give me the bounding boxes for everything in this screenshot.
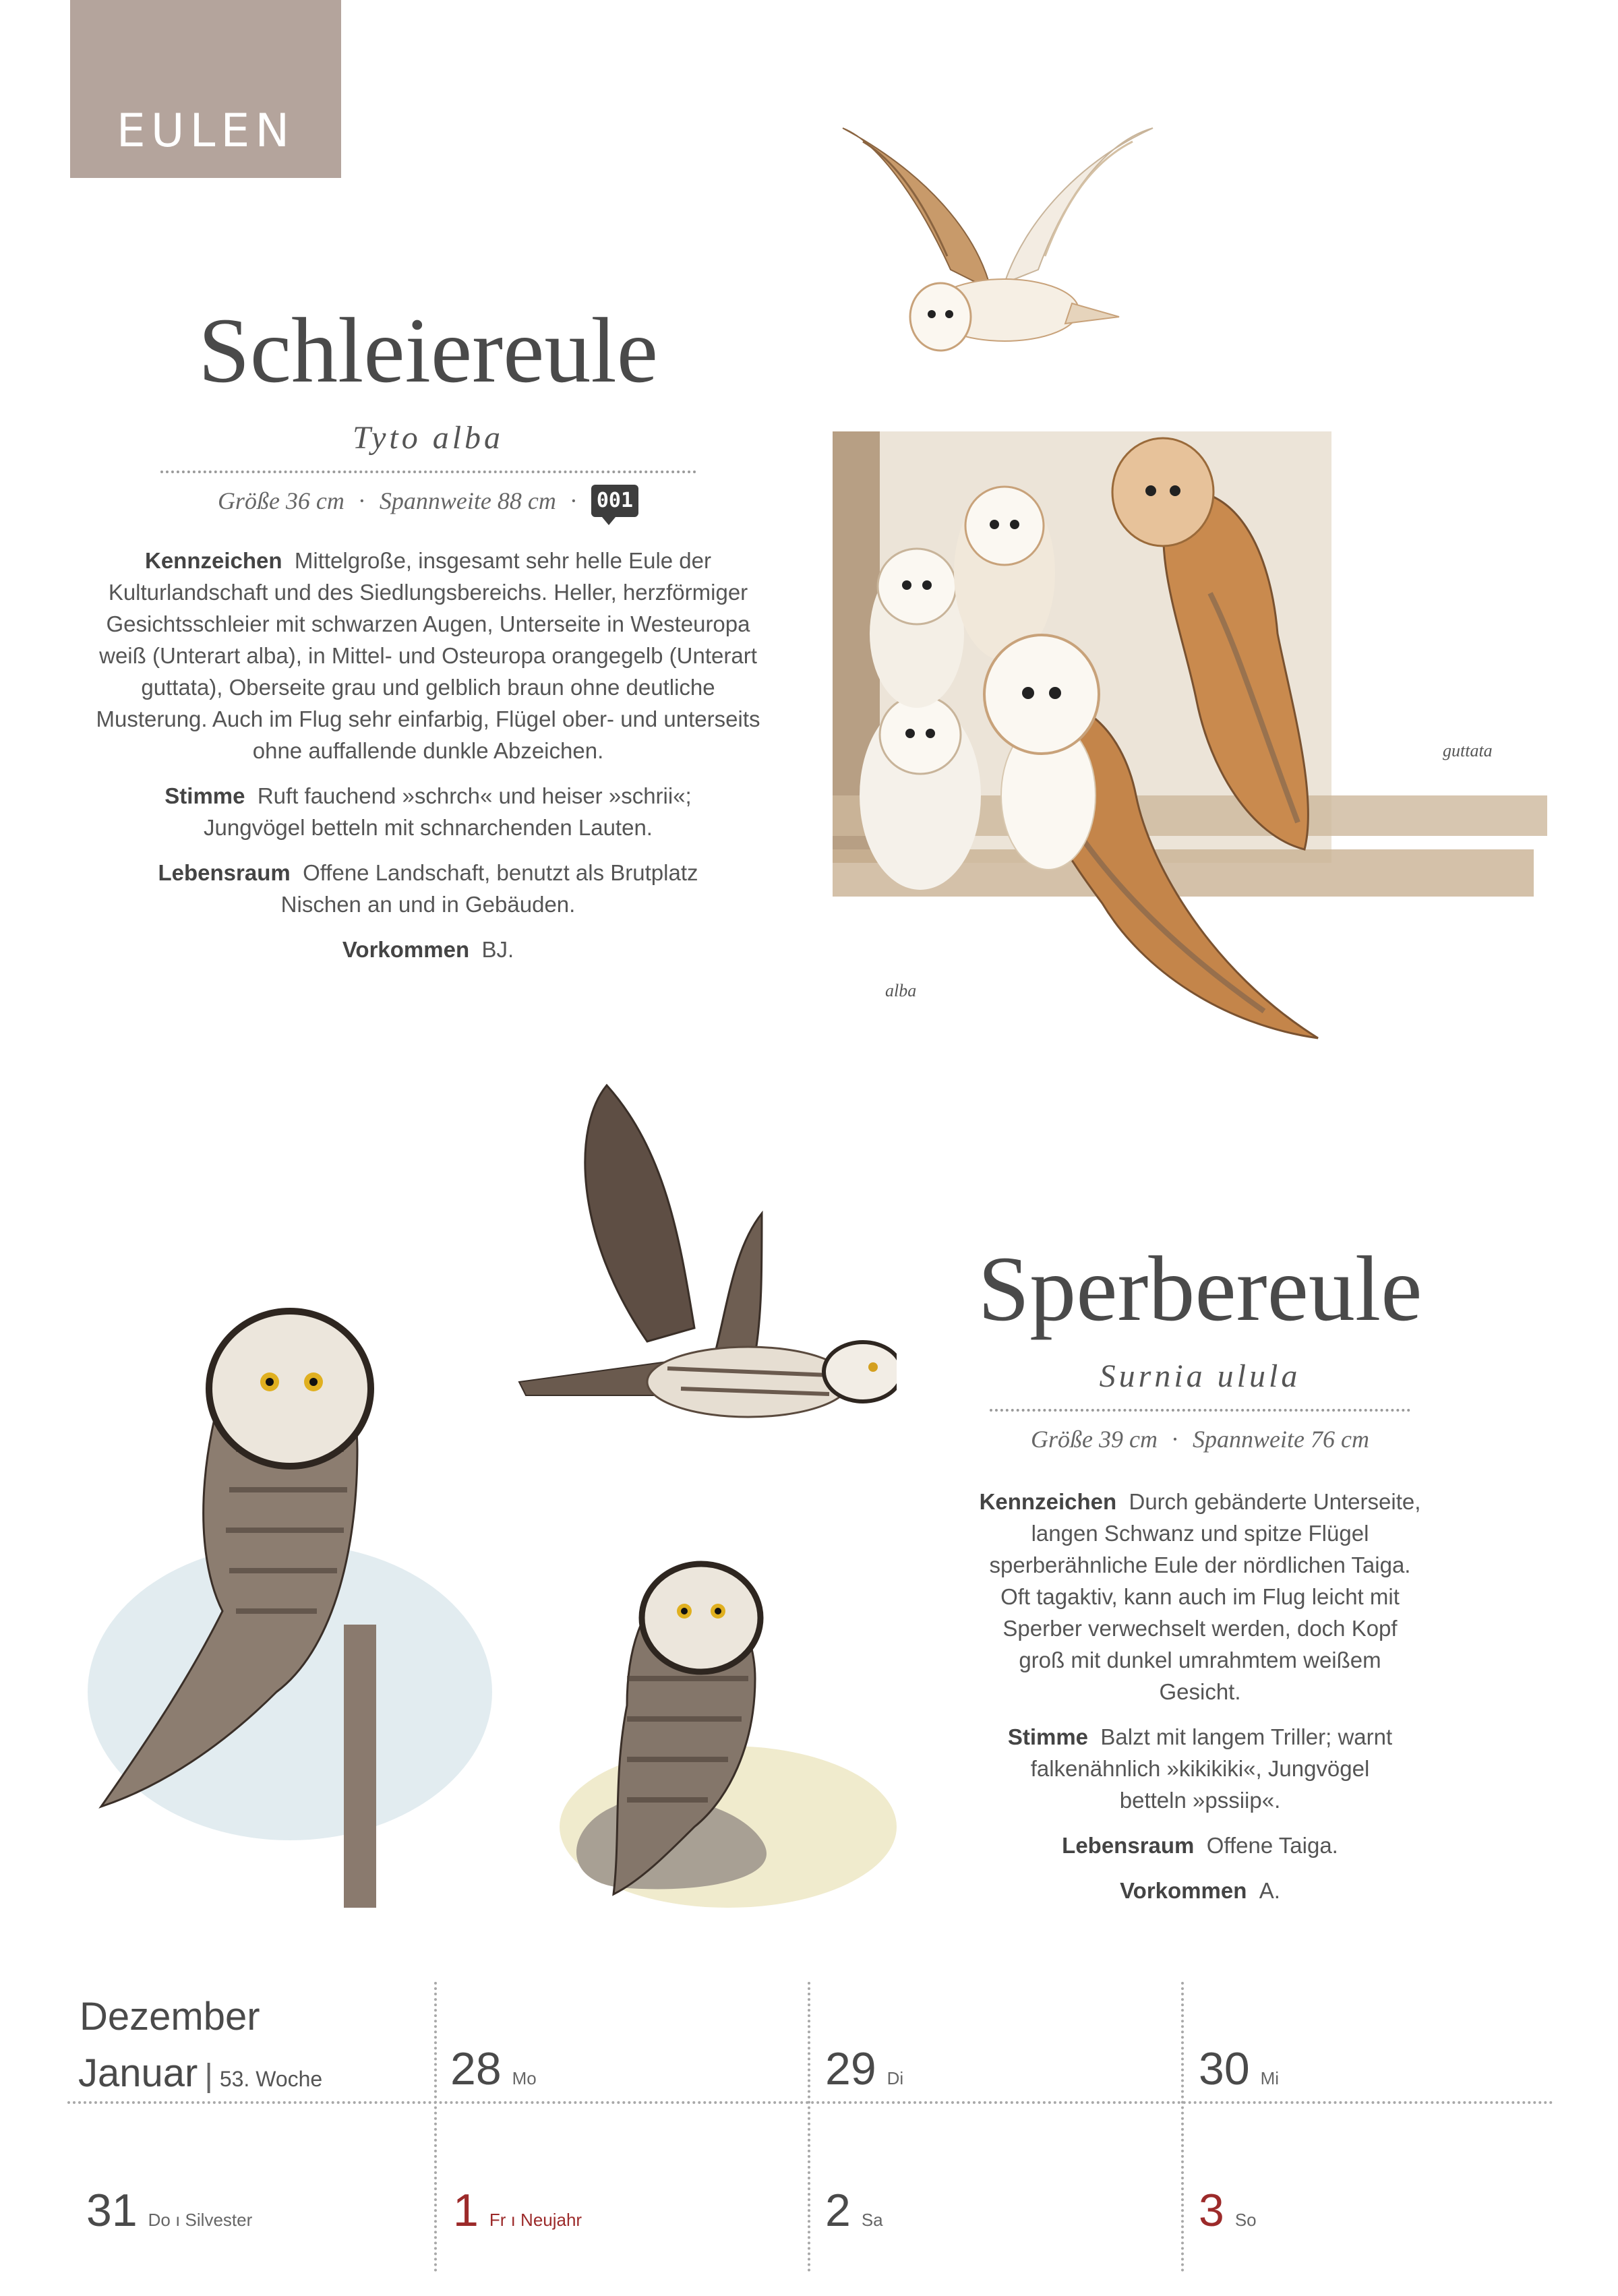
calendar-month-current: Januar — [78, 2051, 198, 2095]
span-text-2: Spannweite 76 cm — [1193, 1426, 1369, 1453]
calendar-day-1[interactable]: 1 Fr ı Neujahr — [453, 2185, 582, 2236]
label-guttata: guttata — [1443, 741, 1493, 760]
calendar-day-28[interactable]: 28 Mo — [450, 2043, 537, 2094]
size-text-2: Größe 39 cm — [1031, 1426, 1158, 1453]
species-meta-1: Größe 36 cm · Spannweite 88 cm · 001 — [135, 481, 721, 520]
divider-2 — [990, 1409, 1410, 1412]
description-2 — [978, 1486, 1422, 1920]
species-meta-2: Größe 39 cm · Spannweite 76 cm — [1031, 1426, 1369, 1453]
section-vorkommen-2: Vorkommen A. — [1120, 1878, 1280, 1903]
calendar-day-2[interactable]: 2 Sa — [825, 2185, 883, 2236]
barn-owl-group-illustration — [833, 418, 1547, 1065]
span-text-1: Spannweite 88 cm — [379, 487, 556, 514]
size-text-1: Größe 36 cm — [217, 487, 344, 514]
section-lebensraum-1: Lebensraum Offene Landschaft, benutzt als Brutplatz Nischen an und in Gebäuden. — [158, 860, 698, 917]
species-title-2: Sperbereule — [978, 1237, 1422, 1340]
divider-1 — [160, 471, 696, 473]
calendar-week: 53. Woche — [219, 2067, 323, 2091]
category-tab — [70, 0, 341, 178]
calendar-day-29[interactable]: 29 Di — [825, 2043, 904, 2094]
category-label: EULEN — [116, 104, 295, 158]
label-alba: alba — [885, 981, 917, 1000]
section-vorkommen-1: Vorkommen BJ. — [342, 937, 514, 962]
calendar-day-30[interactable]: 30 Mi — [1199, 2043, 1280, 2094]
description-1 — [88, 545, 769, 979]
calendar-month-week — [78, 2051, 322, 2096]
calendar-col-divider-3 — [1181, 1982, 1184, 2272]
species-title-1: Schleiereule — [198, 299, 658, 402]
calendar-month-previous: Dezember — [80, 1995, 260, 2038]
calendar-day-31[interactable]: 31 Do ı Silvester — [86, 2185, 253, 2236]
section-lebensraum-2: Lebensraum Offene Taiga. — [1062, 1833, 1338, 1858]
calendar-col-divider-2 — [808, 1982, 810, 2272]
calendar-day-3[interactable]: 3 So — [1199, 2185, 1257, 2236]
section-stimme-1: Stimme Ruft fauchend »schrch« und heiser »schrii«; Jungvögel betteln mit schnarchenden Lauten. — [164, 783, 692, 840]
barn-owl-flying-illustration — [822, 115, 1160, 371]
section-kennzeichen-1: Kennzeichen Mittelgroße, insgesamt sehr helle Eule der Kulturlandschaft und des Siedlungsbereichs. Heller, herzförmiger Gesichtsschleier mit schwarzen Augen, Unterseite in Westeuropa weiß (Unterart alba), in Mittel- und Osteuropa orangegelb (Unterart guttata), Oberseite grau und gelblich braun ohne deutliche Musterung. Auch im Flug sehr einfarbig, Flügel ober- und unterseits ohne auffallende dunkle Abzeichen. — [96, 548, 760, 763]
calendar-col-divider-1 — [434, 1982, 437, 2272]
hawk-owl-illustration — [88, 1072, 897, 1941]
calendar-separator: | — [204, 2058, 213, 2094]
species-latin-1: Tyto alba — [352, 420, 504, 456]
calendar-row-divider — [67, 2101, 1554, 2104]
number-badge: 001 — [591, 485, 638, 517]
species-latin-2: Surnia ulula — [1099, 1358, 1301, 1394]
section-kennzeichen-2: Kennzeichen Durch gebänderte Unterseite, langen Schwanz und spitze Flügel sperberähnliche Eule der nördlichen Taiga. Oft tagaktiv, kann auch im Flug leicht mit Sperber verwechselt werden, doch Kopf groß mit dunkel umrahmtem weißem Gesicht. — [979, 1489, 1421, 1704]
section-stimme-2: Stimme Balzt mit langem Triller; warnt falkenähnlich »kikikiki«, Jungvögel betteln »pssiip«. — [1007, 1724, 1393, 1813]
